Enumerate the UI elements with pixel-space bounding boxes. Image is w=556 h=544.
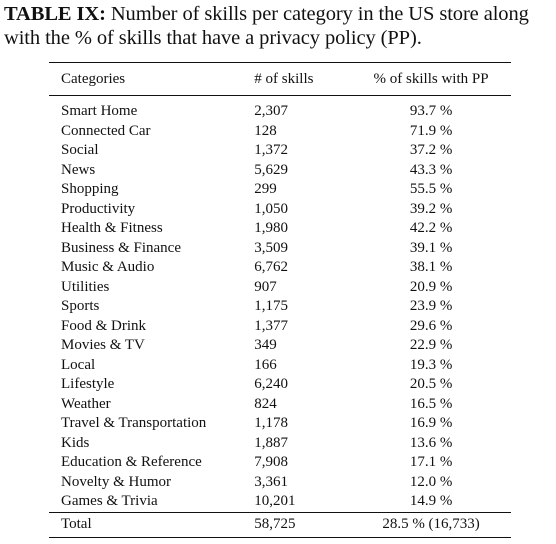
cell-category: Lifestyle bbox=[61, 376, 115, 392]
table-row bbox=[49, 453, 511, 473]
table-row bbox=[49, 200, 511, 220]
table-caption bbox=[4, 2, 554, 50]
cell-pct-pp: 43.3 % bbox=[409, 161, 453, 178]
cell-category: Movies & TV bbox=[61, 337, 145, 353]
cell-category: Games & Trivia bbox=[61, 493, 158, 509]
table-row bbox=[49, 473, 511, 493]
cell-num-skills: 299 bbox=[254, 181, 277, 197]
table-header bbox=[49, 63, 511, 96]
table-row bbox=[49, 141, 511, 161]
cell-num-skills: 6,762 bbox=[254, 259, 289, 275]
cell-category: Sports bbox=[61, 298, 100, 314]
cell-pct-pp: 20.9 % bbox=[409, 278, 453, 295]
header-num-skills: # of skills bbox=[254, 70, 314, 87]
cell-category: Utilities bbox=[61, 278, 110, 295]
cell-category: Shopping bbox=[61, 181, 119, 197]
cell-category: Education & Reference bbox=[61, 454, 202, 470]
cell-pct-pp: 29.6 % bbox=[409, 317, 453, 334]
cell-category: Health & Fitness bbox=[61, 220, 163, 236]
total-label: Total bbox=[61, 515, 92, 532]
header-categories: Categories bbox=[61, 70, 126, 87]
skills-table bbox=[49, 62, 511, 538]
cell-num-skills: 907 bbox=[254, 278, 277, 295]
cell-pct-pp: 16.9 % bbox=[409, 415, 453, 431]
header-row bbox=[49, 63, 511, 96]
cell-num-skills: 1,175 bbox=[254, 298, 289, 314]
cell-category: Smart Home bbox=[61, 103, 138, 119]
cell-num-skills: 6,240 bbox=[254, 376, 289, 392]
cell-num-skills: 1,887 bbox=[254, 434, 289, 451]
cell-category: Food & Drink bbox=[61, 317, 147, 334]
total-row bbox=[49, 512, 511, 537]
cell-num-skills: 3,361 bbox=[254, 473, 289, 490]
cell-num-skills: 1,050 bbox=[254, 200, 289, 217]
cell-pct-pp: 17.1 % bbox=[409, 454, 453, 470]
table-row bbox=[49, 414, 511, 434]
table-row bbox=[49, 239, 511, 259]
table-row bbox=[49, 278, 511, 298]
cell-pct-pp: 37.2 % bbox=[409, 142, 453, 158]
cell-num-skills: 166 bbox=[254, 356, 277, 373]
cell-pct-pp: 23.9 % bbox=[409, 298, 453, 314]
cell-category: Weather bbox=[61, 395, 111, 412]
total-pct-pp: 28.5 % (16,733) bbox=[382, 515, 480, 532]
cell-pct-pp: 39.2 % bbox=[409, 200, 453, 217]
table-row bbox=[49, 317, 511, 337]
cell-num-skills: 10,201 bbox=[254, 493, 296, 509]
cell-category: Business & Finance bbox=[61, 239, 181, 256]
cell-num-skills: 128 bbox=[254, 122, 277, 139]
table-body bbox=[49, 96, 511, 513]
cell-num-skills: 1,178 bbox=[254, 415, 289, 431]
cell-num-skills: 824 bbox=[254, 395, 277, 412]
cell-category: Novelty & Humor bbox=[61, 473, 171, 490]
cell-category: Music & Audio bbox=[61, 259, 155, 275]
cell-pct-pp: 55.5 % bbox=[409, 181, 453, 197]
table-caption-label: TABLE IX: bbox=[4, 3, 106, 25]
table-footer bbox=[49, 512, 511, 537]
table-container bbox=[49, 62, 511, 538]
table-row bbox=[49, 219, 511, 239]
cell-category: Travel & Transportation bbox=[61, 415, 207, 431]
table-row bbox=[49, 122, 511, 142]
table-row bbox=[49, 492, 511, 512]
cell-pct-pp: 38.1 % bbox=[409, 259, 453, 275]
cell-pct-pp: 12.0 % bbox=[409, 473, 453, 490]
cell-num-skills: 2,307 bbox=[254, 103, 289, 119]
table-row bbox=[49, 434, 511, 454]
cell-num-skills: 3,509 bbox=[254, 239, 289, 256]
cell-pct-pp: 16.5 % bbox=[409, 395, 453, 412]
cell-category: Connected Car bbox=[61, 122, 151, 139]
cell-category: Productivity bbox=[61, 200, 136, 217]
table-row bbox=[49, 336, 511, 356]
cell-num-skills: 1,980 bbox=[254, 220, 289, 236]
table-row bbox=[49, 297, 511, 317]
cell-pct-pp: 13.6 % bbox=[409, 434, 453, 451]
table-caption-text: Number of skills per category in the US store along with the % of skills that have a privacy policy (PP). bbox=[4, 3, 529, 49]
cell-category: News bbox=[61, 161, 96, 178]
cell-num-skills: 5,629 bbox=[254, 161, 289, 178]
cell-num-skills: 1,372 bbox=[254, 142, 289, 158]
table-row bbox=[49, 96, 511, 122]
cell-category: Local bbox=[61, 356, 96, 373]
total-num-skills: 58,725 bbox=[254, 515, 296, 532]
cell-pct-pp: 93.7 % bbox=[409, 103, 453, 119]
cell-num-skills: 349 bbox=[254, 337, 277, 353]
table-row bbox=[49, 395, 511, 415]
cell-pct-pp: 22.9 % bbox=[409, 337, 453, 353]
table-row bbox=[49, 161, 511, 181]
cell-pct-pp: 20.5 % bbox=[409, 376, 453, 392]
cell-pct-pp: 71.9 % bbox=[409, 122, 453, 139]
table-row bbox=[49, 375, 511, 395]
table-row bbox=[49, 356, 511, 376]
cell-pct-pp: 14.9 % bbox=[409, 493, 453, 509]
cell-category: Kids bbox=[61, 434, 90, 451]
cell-pct-pp: 19.3 % bbox=[409, 356, 453, 373]
cell-category: Social bbox=[61, 142, 99, 158]
cell-pct-pp: 39.1 % bbox=[409, 239, 453, 256]
cell-num-skills: 1,377 bbox=[254, 317, 289, 334]
header-pct-pp: % of skills with PP bbox=[373, 70, 489, 87]
table-row bbox=[49, 180, 511, 200]
table-row bbox=[49, 258, 511, 278]
cell-pct-pp: 42.2 % bbox=[409, 220, 453, 236]
cell-num-skills: 7,908 bbox=[254, 454, 289, 470]
